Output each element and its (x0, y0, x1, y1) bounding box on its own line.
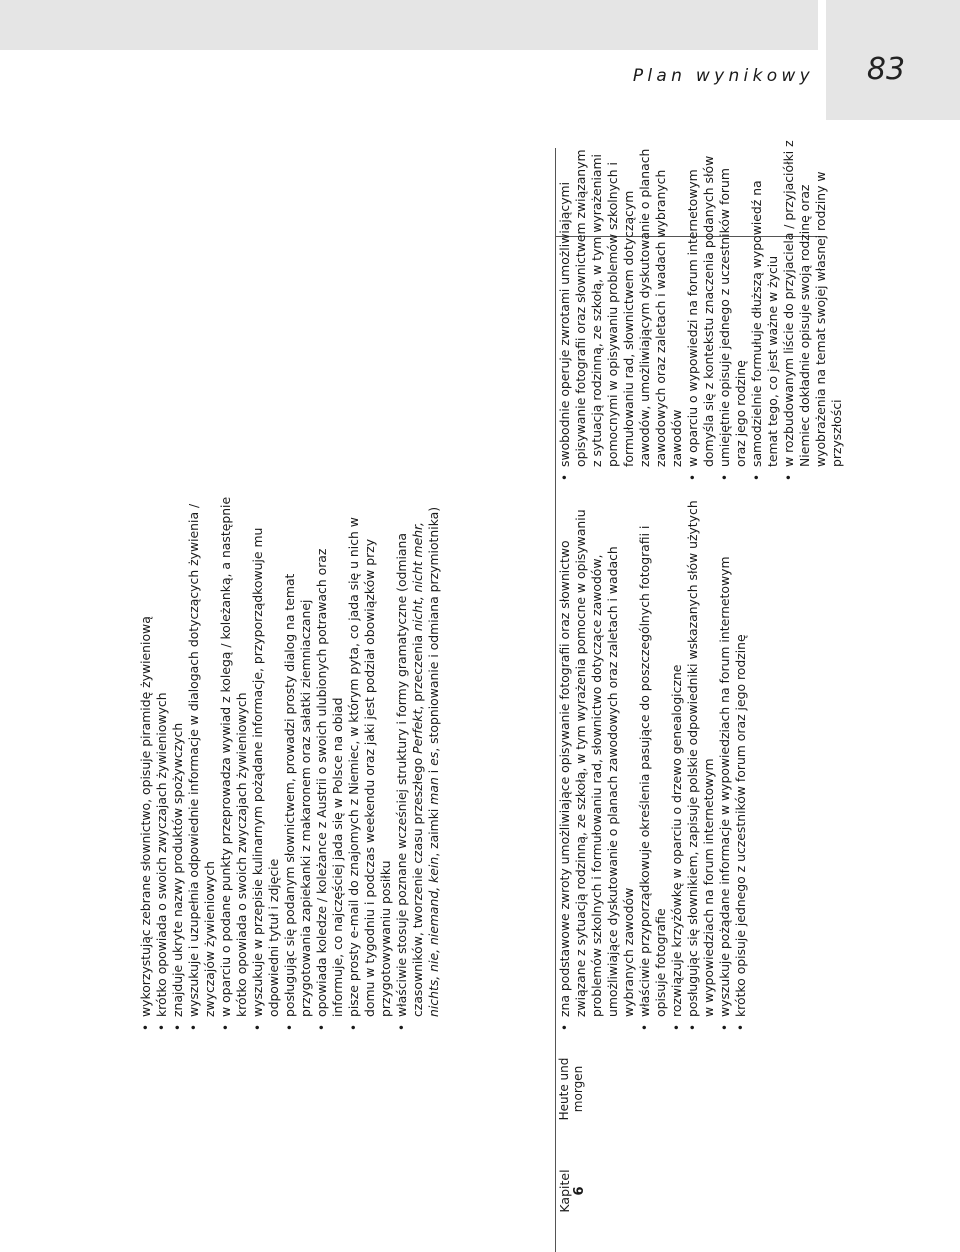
list-item: • rozwiązuje krzyżówkę w oparciu o drzewo genealogiczne (669, 495, 685, 1035)
grammar-mid2: , zaimki (426, 804, 441, 857)
list-item: • posługując się słownikiem, zapisuje polskie odpowiedniki wskazanych słów użytych w wypowiedziach na forum internetowym (685, 495, 717, 1035)
list-item: • umiejętnie opisuje jednego z uczestników forum oraz jego rodzinę (717, 140, 749, 485)
grammar-es: es (426, 751, 441, 766)
list-item: • w rozbudowanym liście do przyjaciela / przyjaciółki z Niemiec dokładnie opisuje swoją rodzinę oraz wyobrażenia na temat swojej własnej rodziny w przyszłości (781, 140, 845, 485)
grammar-negations: nicht, nicht mehr, nichts, nie, niemand, kein (410, 522, 441, 1017)
list-item: • samodzielnie formułuje dłuższą wypowiedź na temat tego, co jest ważne w życiu (749, 140, 781, 485)
chapter-topic-line1: Heute und (557, 1057, 571, 1121)
list-item-grammar (394, 495, 442, 1035)
list-item: • pisze prosty e-mail do znajomych z Niemiec, w którym pyta, co jada się u nich w domu w tygodniu i podczas weekendu oraz jaki jest podział obowiązków przy przygotowywaniu posiłku (346, 495, 394, 1035)
chapter-topic (557, 1043, 585, 1135)
list-item: • w oparciu o wypowiedzi na forum internetowym domyśla się z kontekstu znaczenia podanych słów (685, 140, 717, 485)
top-gray-band (0, 0, 818, 50)
page-number: 83 (866, 52, 906, 87)
list-item: • wyszukuje i uzupełnia odpowiednie informacje w dialogach dotyczących żywienia / zwyczajów żywieniowych (186, 495, 218, 1035)
chapter-topic-line2: morgen (571, 1065, 585, 1113)
grammar-perfekt: Perfekt (410, 709, 425, 754)
list-item: • swobodnie operuje zwrotami umożliwiającymi opisywanie fotografii oraz słownictwem związanym z sytuacją rodzinną, ze szkołą, w tym wyrażeniami pomocnymi w opisywaniu problemów szkolnych i formułowaniu rad, słownictwem dotyczącym zawodów, umożliwiającym dyskutowanie o planach zawodowych oraz zaletach i wadach wybranych zawodów (557, 140, 685, 485)
outcomes-list-basic-food (138, 495, 442, 1035)
page-title: Plan wynikowy (632, 66, 814, 86)
list-item: • posługując się podanym słownictwem, prowadzi prosty dialog na temat przygotowania zapiekanki z makaronem oraz sałatki ziemniaczanej (282, 495, 314, 1035)
chapter-label: Kapitel (557, 1169, 572, 1213)
grammar-pronouns: man (426, 777, 441, 805)
grammar-intro: właściwie stosuje poznane wcześniej struktury i formy gramatyczne (odmiana czasowników, tworzenie czasu przeszłego (394, 533, 425, 1017)
grammar-end: , stopniowanie i odmiana przymiotnika) (426, 506, 441, 752)
list-item: • wyszukuje w przepisie kulinarnym pożądane informacje, przyporządkowuje mu odpowiedni tytuł i zdjęcie (250, 495, 282, 1035)
grammar-mid3: i (426, 765, 441, 778)
list-item: • krótko opowiada o swoich zwyczajach żywieniowych (154, 495, 170, 1035)
outcomes-list-basic-family (557, 495, 749, 1035)
list-item: • właściwie przyporządkowuje określenia pasujące do poszczególnych fotografii i opisuje fotografie (637, 495, 669, 1035)
chapter-number: 6 (572, 1186, 587, 1196)
list-item: • wyszukuje pożądane informacje w wypowiedziach na forum internetowym (717, 495, 733, 1035)
list-item: • w oparciu o podane punkty przeprowadza wywiad z kolegą / koleżanką, a następnie krótko opowiada o swoich zwyczajach żywieniowych (218, 495, 250, 1035)
list-item: • znajduje ukryte nazwy produktów spożywczych (170, 495, 186, 1035)
list-item: • krótko opisuje jednego z uczestników forum oraz jego rodzinę (733, 495, 749, 1035)
list-item: • opowiada koledze / koleżance z Austrii o swoich ulubionych potrawach oraz informuje, co najczęściej jada się w Polsce na obiad (314, 495, 346, 1035)
outcomes-list-extended-family (557, 140, 845, 485)
list-item: • wykorzystując zebrane słownictwo, opisuje piramidę żywieniową (138, 495, 154, 1035)
rotated-table (135, 140, 844, 1245)
grammar-mid1: , przeczenia (410, 630, 425, 710)
list-item: • zna podstawowe zwroty umożliwiające opisywanie fotografii oraz słownictwo związane z sytuacją rodzinną, ze szkołą, w tym wyrażenia pomocne w opisywaniu problemów szkolnych i formułowaniu rad, słownictwo dotyczące zawodów, umożliwiające dyskutowanie o planach zawodowych oraz zaletach i wadach wybranych zawodów (557, 495, 637, 1035)
